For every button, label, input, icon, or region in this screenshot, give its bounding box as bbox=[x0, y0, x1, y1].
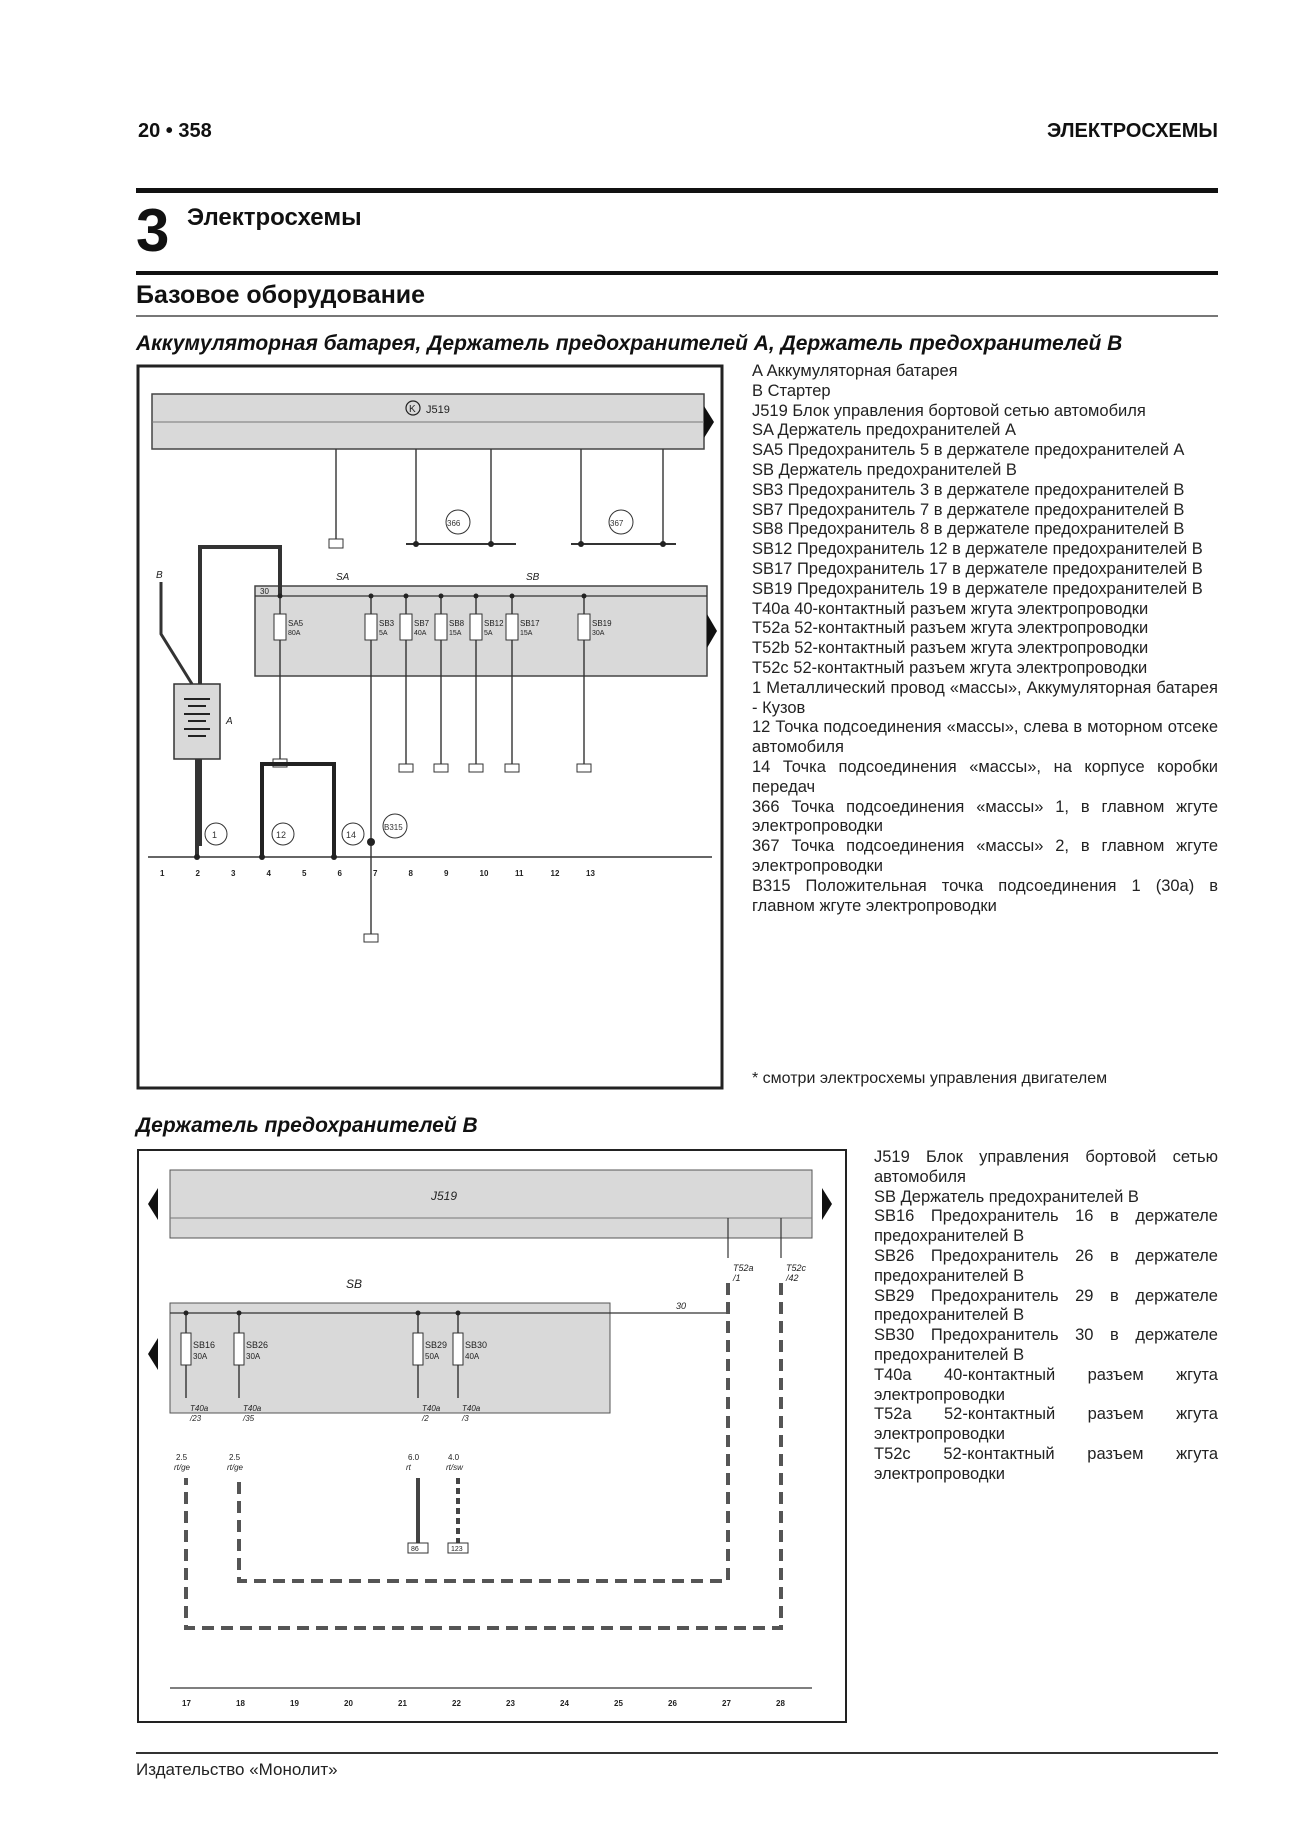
wire-size: 2.5 bbox=[176, 1453, 188, 1462]
fuse-sb8 bbox=[435, 614, 447, 640]
column-number: 13 bbox=[586, 869, 595, 878]
fuse-sb12 bbox=[470, 614, 482, 640]
legend-entry: J519 Блок управления бортовой сетью автомобиля bbox=[752, 401, 1146, 420]
fuse-name: SB30 bbox=[465, 1340, 488, 1350]
fuse-rating: 30A bbox=[193, 1352, 208, 1361]
fuse-rating: 15A bbox=[449, 630, 462, 637]
fuse-sb16 bbox=[181, 1333, 191, 1365]
fuse-rating: 15A bbox=[520, 630, 533, 637]
legend-entry: T40a 40-контактный разъем жгута электропроводки bbox=[874, 1365, 1218, 1404]
fuse-rating: 80A bbox=[288, 630, 301, 637]
diagram2-j519-label: J519 bbox=[431, 1189, 458, 1203]
column-number: 18 bbox=[236, 1699, 245, 1708]
fuse-name: SB3 bbox=[379, 619, 395, 628]
svg-text:1: 1 bbox=[212, 830, 218, 840]
connector-pin: /35 bbox=[243, 1414, 255, 1423]
wire-size: 6.0 bbox=[408, 1453, 420, 1462]
legend-entry: A Аккумуляторная батарея bbox=[752, 362, 958, 380]
fuse-rating: 30A bbox=[246, 1352, 261, 1361]
fuse-sb30 bbox=[453, 1333, 463, 1365]
fuse-name: SB26 bbox=[246, 1340, 269, 1350]
column-number: 28 bbox=[776, 1699, 785, 1708]
column-number: 17 bbox=[182, 1699, 191, 1708]
reference-tag: 123 bbox=[451, 1546, 463, 1553]
svg-text:/1: /1 bbox=[733, 1273, 741, 1283]
sb-holder-label: SB bbox=[526, 572, 540, 583]
column-number: 8 bbox=[408, 869, 413, 878]
legend-entry: 367 Точка подсоединения «массы» 2, в главном жгуте электропроводки bbox=[752, 837, 1218, 875]
legend-entry: SA5 Предохранитель 5 в держателе предохранителей А bbox=[752, 441, 1185, 460]
wire-size: 4.0 bbox=[448, 1453, 460, 1462]
column-number: 20 bbox=[344, 1699, 353, 1708]
sa-holder-label: SA bbox=[336, 572, 350, 583]
fuse-rating: 40A bbox=[465, 1352, 480, 1361]
fuse-rating: 50A bbox=[425, 1352, 440, 1361]
column-number: 25 bbox=[614, 1699, 623, 1708]
legend-entry: T52c 52-контактный разъем жгута электропроводки bbox=[752, 658, 1148, 677]
connector-name: T40a bbox=[422, 1404, 441, 1413]
fuse-sb17 bbox=[506, 614, 518, 640]
legend-entry: SB Держатель предохранителей В bbox=[874, 1187, 1139, 1206]
column-number: 26 bbox=[668, 1699, 677, 1708]
svg-text:30: 30 bbox=[260, 587, 269, 596]
diagram1-j519-label: J519 bbox=[426, 404, 450, 416]
chapter-rule bbox=[136, 271, 1218, 275]
column-number: 11 bbox=[515, 869, 524, 878]
connector-name: T40a bbox=[190, 1404, 209, 1413]
section-title-underline bbox=[136, 315, 1218, 317]
column-number: 4 bbox=[266, 869, 271, 878]
fuse-rating: 40A bbox=[414, 630, 427, 637]
battery-label-a: A bbox=[226, 716, 233, 727]
page-number: 20 • 358 bbox=[138, 120, 212, 142]
wire-color: rt bbox=[406, 1463, 411, 1472]
footer-rule bbox=[136, 1752, 1218, 1754]
svg-text:T52c: T52c bbox=[786, 1263, 807, 1273]
column-number: 7 bbox=[373, 869, 378, 878]
column-number: 23 bbox=[506, 1699, 515, 1708]
chapter-number: 3 bbox=[136, 197, 170, 264]
fuse-sb26 bbox=[234, 1333, 244, 1365]
wire-color: rt/sw bbox=[446, 1463, 463, 1472]
diagram2-legend bbox=[874, 1148, 1218, 1485]
diagram1-footnote: * смотри электросхемы управления двигателем bbox=[752, 1070, 1108, 1087]
column-number: 5 bbox=[302, 869, 307, 878]
svg-text:B315: B315 bbox=[384, 823, 403, 832]
legend-entry: SB29 Предохранитель 29 в держателе предохранителей В bbox=[874, 1286, 1218, 1325]
svg-text:14: 14 bbox=[346, 830, 357, 840]
svg-text:/42: /42 bbox=[786, 1273, 799, 1283]
legend-entry: B Стартер bbox=[752, 381, 831, 400]
legend-entry: 366 Точка подсоединения «массы» 1, в главном жгуте электропроводки bbox=[752, 797, 1218, 836]
diagram2-sb-label: SB bbox=[346, 1277, 363, 1291]
fuse-name: SB16 bbox=[193, 1340, 216, 1350]
svg-text:366: 366 bbox=[447, 519, 461, 528]
svg-text:30: 30 bbox=[676, 1301, 687, 1311]
legend-entry: SB26 Предохранитель 26 в держателе предохранителей В bbox=[874, 1246, 1218, 1285]
wire-color: rt/ge bbox=[174, 1463, 191, 1472]
fuse-name: SB7 bbox=[414, 619, 430, 628]
svg-text:367: 367 bbox=[610, 519, 624, 528]
fuse-name: SB8 bbox=[449, 619, 465, 628]
legend-entry: T40a 40-контактный разъем жгута электропроводки bbox=[752, 599, 1149, 618]
legend-entry: SB8 Предохранитель 8 в держателе предохранителей В bbox=[752, 520, 1185, 539]
legend-entry: SA Держатель предохранителей А bbox=[752, 421, 1016, 440]
connector-name: T40a bbox=[243, 1404, 262, 1413]
column-number: 19 bbox=[290, 1699, 299, 1708]
svg-text:T52a: T52a bbox=[733, 1263, 754, 1273]
diagram2-schematic bbox=[136, 1148, 848, 1728]
svg-text:K: K bbox=[409, 404, 416, 415]
fuse-sb19 bbox=[578, 614, 590, 640]
legend-entry: T52a 52-контактный разъем жгута электропроводки bbox=[874, 1405, 1218, 1444]
legend-entry: T52a 52-контактный разъем жгута электропроводки bbox=[752, 619, 1149, 638]
legend-entry: 1 Металлический провод «массы», Аккумуляторная батарея - Кузов bbox=[752, 678, 1218, 717]
legend-entry: SB19 Предохранитель 19 в держателе предохранителей В bbox=[752, 579, 1203, 598]
diagram2-caption: Держатель предохранителей В bbox=[136, 1114, 478, 1137]
fuse-rating: 30A bbox=[592, 630, 605, 637]
legend-entry: 12 Точка подсоединения «массы», слева в моторном отсеке автомобиля bbox=[752, 718, 1218, 757]
diagram1-caption: Аккумуляторная батарея, Держатель предохранителей А, Держатель предохранителей В bbox=[136, 332, 1123, 355]
diagram1-schematic bbox=[136, 364, 726, 1094]
connector-pin: /23 bbox=[190, 1414, 202, 1423]
column-number: 1 bbox=[160, 869, 165, 878]
chapter-title: Электросхемы bbox=[187, 204, 362, 231]
legend-entry: SB7 Предохранитель 7 в держателе предохранителей В bbox=[752, 500, 1185, 519]
connector-pin: /2 bbox=[422, 1414, 429, 1423]
section-title: Базовое оборудование bbox=[136, 281, 426, 309]
wire-color: rt/ge bbox=[227, 1463, 244, 1472]
wire-size: 2.5 bbox=[229, 1453, 241, 1462]
legend-entry: SB16 Предохранитель 16 в держателе предохранителей В bbox=[874, 1207, 1218, 1246]
column-number: 3 bbox=[231, 869, 236, 878]
legend-entry: SB30 Предохранитель 30 в держателе предохранителей В bbox=[874, 1326, 1218, 1364]
fuse-name: SB17 bbox=[520, 619, 540, 628]
diagram1-legend bbox=[752, 362, 1218, 916]
column-number: 9 bbox=[444, 869, 449, 878]
connector-pin: /3 bbox=[462, 1414, 469, 1423]
legend-entry: SB Держатель предохранителей В bbox=[752, 460, 1017, 479]
column-number: 24 bbox=[560, 1699, 569, 1708]
legend-entry: 14 Точка подсоединения «массы», на корпусе коробки передач bbox=[752, 757, 1218, 796]
legend-entry: SB3 Предохранитель 3 в держателе предохранителей В bbox=[752, 480, 1185, 499]
svg-text:12: 12 bbox=[276, 830, 287, 840]
column-number: 22 bbox=[452, 1699, 461, 1708]
fuse-sb29 bbox=[413, 1333, 423, 1365]
legend-entry: T52c 52-контактный разъем жгута электропроводки bbox=[874, 1444, 1218, 1483]
column-number: 6 bbox=[337, 869, 342, 878]
running-header: ЭЛЕКТРОСХЕМЫ bbox=[1047, 120, 1218, 142]
fuse-rating: 5A bbox=[484, 630, 493, 637]
header-rule bbox=[136, 188, 1218, 193]
fuse-name: SB29 bbox=[425, 1340, 448, 1350]
column-number: 21 bbox=[398, 1699, 407, 1708]
legend-entry: J519 Блок управления бортовой сетью автомобиля bbox=[874, 1148, 1218, 1186]
legend-entry: SB12 Предохранитель 12 в держателе предохранителей В bbox=[752, 540, 1203, 559]
connector-name: T40a bbox=[462, 1404, 481, 1413]
legend-entry: T52b 52-контактный разъем жгута электропроводки bbox=[752, 639, 1149, 658]
fuse-name: SB12 bbox=[484, 619, 504, 628]
legend-entry: SB17 Предохранитель 17 в держателе предохранителей В bbox=[752, 559, 1203, 578]
starter-label-b: B bbox=[156, 570, 163, 581]
column-number: 10 bbox=[479, 869, 489, 878]
reference-tag: 86 bbox=[411, 1546, 419, 1553]
fuse-name: SA5 bbox=[288, 619, 304, 628]
column-number: 27 bbox=[722, 1699, 731, 1708]
fuse-sb7 bbox=[400, 614, 412, 640]
column-number: 12 bbox=[550, 869, 560, 878]
fuse-sb3 bbox=[365, 614, 377, 640]
fuse-sa5 bbox=[274, 614, 286, 640]
fuse-name: SB19 bbox=[592, 619, 612, 628]
column-number: 2 bbox=[195, 869, 200, 878]
publisher-footer: Издательство «Монолит» bbox=[136, 1760, 338, 1779]
fuse-rating: 5A bbox=[379, 630, 388, 637]
legend-entry: B315 Положительная точка подсоединения 1 (30a) в главном жгуте электропроводки bbox=[752, 876, 1218, 915]
